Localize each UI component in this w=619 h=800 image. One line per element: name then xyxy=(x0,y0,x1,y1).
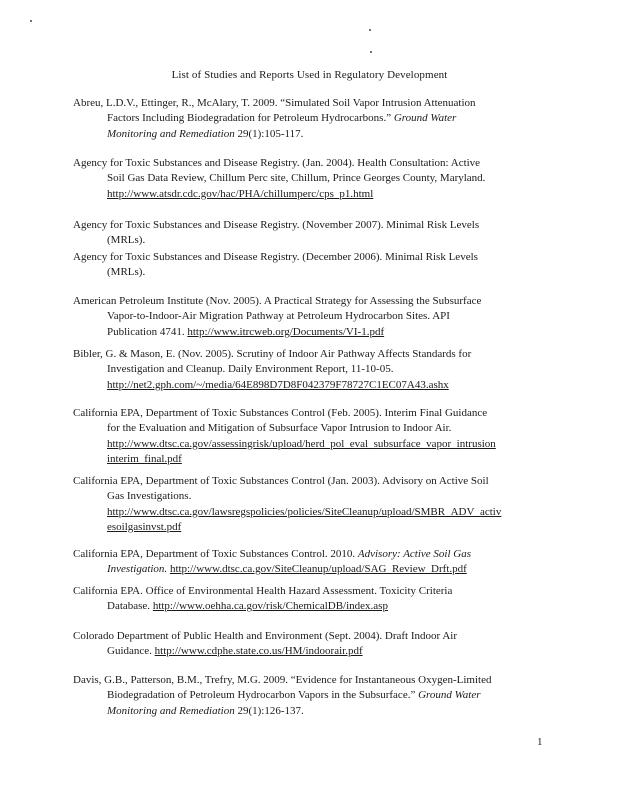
reference-line xyxy=(73,704,563,719)
reference-line xyxy=(73,629,563,644)
reference-line xyxy=(73,688,563,703)
reference-line xyxy=(73,309,563,324)
scan-speck xyxy=(30,20,32,22)
reference-url-link[interactable]: http://www.oehha.ca.gov/risk/ChemicalDB/index.asp xyxy=(152,600,388,613)
reference-text: Davis, G.B., Patterson, B.M., Trefry, M.G. 2009. “Evidence for Instantaneous Oxygen-Limited xyxy=(73,674,492,686)
reference-line xyxy=(73,187,563,202)
reference-url-link[interactable]: http://www.dtsc.ca.gov/lawsregspolicies/policies/SiteCleanup/upload/SMBR_ADV_activ xyxy=(107,505,502,518)
reference-url-link[interactable]: http://www.dtsc.ca.gov/assessingrisk/upload/herd_pol_eval_subsurface_vapor_intrusion xyxy=(107,437,496,450)
reference-line xyxy=(73,294,563,309)
reference-line xyxy=(73,218,563,233)
reference-line xyxy=(73,347,563,362)
reference-text: Colorado Department of Public Health and Environment (Sept. 2004). Draft Indoor Air xyxy=(73,630,457,642)
reference-text: Agency for Toxic Substances and Disease Registry. (November 2007). Minimal Risk Levels xyxy=(73,219,480,231)
reference-text: Guidance. xyxy=(107,645,155,658)
reference-line xyxy=(73,156,563,171)
reference-italic-text: Monitoring and Remediation xyxy=(107,704,235,717)
reference-line xyxy=(73,452,563,467)
reference-url-link[interactable]: http://www.atsdr.cdc.gov/hac/PHA/chillumperc/cps_p1.html xyxy=(107,187,374,200)
reference-line xyxy=(73,505,563,520)
reference-entry xyxy=(73,629,563,660)
reference-text: California EPA, Department of Toxic Substances Control (Feb. 2005). Interim Final Guidance xyxy=(73,407,488,419)
reference-line xyxy=(73,265,563,280)
reference-entry xyxy=(73,673,563,719)
reference-line xyxy=(73,599,563,614)
reference-text: Vapor-to-Indoor-Air Migration Pathway at Petroleum Hydrocarbon Sites. API xyxy=(107,310,450,323)
reference-text: American Petroleum Institute (Nov. 2005). A Practical Strategy for Assessing the Subsurface xyxy=(73,295,482,307)
reference-text: 29(1):105-117. xyxy=(234,127,304,140)
reference-entry xyxy=(73,406,563,467)
reference-line xyxy=(73,547,563,562)
reference-italic-text: Investigation. xyxy=(107,563,168,576)
reference-line xyxy=(73,562,563,577)
reference-line xyxy=(73,644,563,659)
reference-text: California EPA. Office of Environmental Health Hazard Assessment. Toxicity Criteria xyxy=(73,585,453,597)
reference-line xyxy=(73,378,563,393)
reference-text: Database. xyxy=(107,600,153,613)
reference-line xyxy=(73,111,563,126)
reference-line xyxy=(73,584,563,599)
reference-line xyxy=(73,362,563,377)
reference-text: Publication 4741. xyxy=(107,325,188,338)
reference-text: 29(1):126-137. xyxy=(234,704,304,717)
reference-italic-text: Ground Water xyxy=(418,689,481,702)
reference-entry xyxy=(73,347,563,393)
reference-entry xyxy=(73,584,563,615)
reference-line xyxy=(73,325,563,340)
reference-line xyxy=(73,250,563,265)
reference-entry xyxy=(73,474,563,535)
reference-url-link[interactable]: esoilgasinvst.pdf xyxy=(107,520,182,533)
reference-line xyxy=(73,96,563,111)
reference-line xyxy=(73,489,563,504)
reference-entry xyxy=(73,547,563,578)
reference-text: Abreu, L.D.V., Ettinger, R., McAlary, T. 2009. “Simulated Soil Vapor Intrusion Attenuation xyxy=(73,97,476,109)
reference-italic-text: Ground Water xyxy=(393,112,457,125)
reference-text: Gas Investigations. xyxy=(107,490,192,503)
reference-line xyxy=(73,520,563,535)
reference-text: California EPA, Department of Toxic Substances Control. 2010. xyxy=(73,548,358,560)
reference-entry xyxy=(73,250,563,281)
reference-line xyxy=(73,421,563,436)
reference-text: for the Evaluation and Mitigation of Subsurface Vapor Intrusion to Indoor Air. xyxy=(107,422,452,435)
reference-url-link[interactable]: http://www.dtsc.ca.gov/SiteCleanup/upload/SAG_Review_Drft.pdf xyxy=(169,563,467,576)
reference-line xyxy=(73,673,563,688)
reference-text: Soil Gas Data Review, Chillum Perc site, Chillum, Prince Georges County, Maryland. xyxy=(107,172,486,185)
reference-entry xyxy=(73,156,563,202)
reference-entry xyxy=(73,96,563,142)
reference-line xyxy=(73,233,563,248)
reference-url-link[interactable]: http://www.itrcweb.org/Documents/VI-1.pdf xyxy=(187,325,385,338)
reference-text: California EPA, Department of Toxic Substances Control (Jan. 2003). Advisory on Active Soil xyxy=(73,475,489,487)
page-title: List of Studies and Reports Used in Regulatory Development xyxy=(171,69,448,81)
reference-line xyxy=(73,406,563,421)
reference-text: Biodegradation of Petroleum Hydrocarbon Vapors in the Subsurface.” xyxy=(107,689,419,702)
reference-italic-text: Advisory: Active Soil Gas xyxy=(357,548,472,560)
reference-url-link[interactable]: interim_final.pdf xyxy=(107,452,182,465)
reference-line xyxy=(73,437,563,452)
reference-line xyxy=(73,474,563,489)
reference-text: (MRLs). xyxy=(107,234,146,247)
reference-italic-text: Monitoring and Remediation xyxy=(107,127,235,140)
reference-url-link[interactable]: http://net2.gph.com/~/media/64E898D7D8F042379F78727C1EC07A43.ashx xyxy=(107,378,449,391)
reference-text: Agency for Toxic Substances and Disease Registry. (December 2006). Minimal Risk Levels xyxy=(73,251,478,263)
reference-line xyxy=(73,127,563,142)
reference-text: (MRLs). xyxy=(107,266,146,279)
reference-entry xyxy=(73,218,563,249)
reference-entry xyxy=(73,294,563,340)
reference-text: Investigation and Cleanup. Daily Environment Report, 11-10-05. xyxy=(107,363,394,376)
reference-url-link[interactable]: http://www.cdphe.state.co.us/HM/indoorair.pdf xyxy=(154,645,363,658)
page-number: 1 xyxy=(537,736,543,748)
reference-text: Agency for Toxic Substances and Disease Registry. (Jan. 2004). Health Consultation: Active xyxy=(73,157,481,169)
reference-line xyxy=(73,171,563,186)
reference-text: Factors Including Biodegradation for Petroleum Hydrocarbons.” xyxy=(107,112,394,125)
scan-speck xyxy=(370,51,372,53)
scan-speck xyxy=(369,29,371,31)
reference-text: Bibler, G. & Mason, E. (Nov. 2005). Scrutiny of Indoor Air Pathway Affects Standards for xyxy=(73,348,472,360)
